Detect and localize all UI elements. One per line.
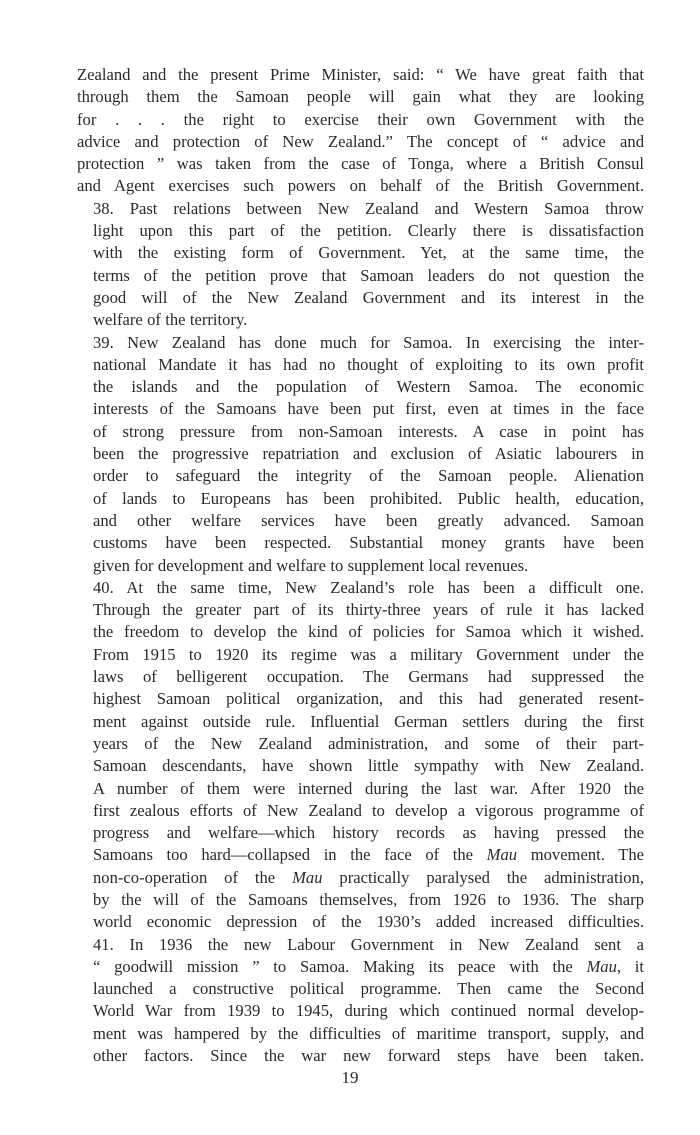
text-body — [77, 64, 644, 1067]
text-line: good will of the New Zealand Government and its interest in the — [93, 287, 644, 307]
text-line: with the existing form of Government. Yet, at the same time, the — [93, 243, 644, 263]
text-line: protection ” was taken from the case of Tonga, where a British Consul — [77, 154, 644, 174]
text-line: order to safeguard the integrity of the Samoan people. Alienation — [93, 466, 644, 486]
page-number: 19 — [341, 1068, 359, 1087]
text-line: light upon this part of the petition. Clearly there is dissatisfaction — [93, 221, 644, 241]
italic-term: Mau — [486, 845, 518, 865]
text-line: national Mandate it has had no thought of exploiting to its own profit — [93, 354, 644, 374]
paragraph-p40 — [77, 577, 644, 934]
text-line: terms of the petition prove that Samoan leaders do not question the — [93, 265, 644, 285]
text-line: From 1915 to 1920 its regime was a military Government under the — [93, 644, 644, 664]
text-line: ment was hampered by the difficulties of maritime transport, supply, and — [93, 1023, 644, 1043]
paragraph-continuation — [77, 64, 644, 198]
text-line: interests of the Samoans have been put first, even at times in the face — [93, 399, 644, 419]
text-line: 38. Past relations between New Zealand and Western Samoa throw — [93, 198, 644, 218]
paragraph-p41 — [77, 934, 644, 1068]
text-line: launched a constructive political programme. Then came the Second — [93, 979, 644, 999]
text-line: Samoans too hard—collapsed in the face of the Mau movement. The — [93, 845, 644, 865]
italic-term: Mau — [292, 867, 323, 887]
text-line: laws of belligerent occupation. The Germans had suppressed the — [93, 667, 644, 687]
text-line: 40. At the same time, New Zealand’s role has been a difficult one. — [93, 577, 644, 597]
document-page — [77, 64, 644, 1067]
text-line: Through the greater part of its thirty-three years of rule it has lacked — [93, 600, 644, 620]
text-line: welfare of the territory. — [93, 310, 248, 330]
text-line: other factors. Since the war new forward steps have been taken. — [93, 1046, 644, 1066]
paragraph-p38 — [77, 198, 644, 332]
text-line: first zealous efforts of New Zealand to develop a vigorous programme of — [93, 800, 644, 820]
text-line: Samoan descendants, have shown little sympathy with New Zealand. — [93, 756, 644, 776]
paragraph-p39 — [77, 332, 644, 577]
text-line: by the will of the Samoans themselves, from 1926 to 1936. The sharp — [93, 889, 644, 909]
text-line: of lands to Europeans has been prohibited. Public health, education, — [93, 488, 644, 508]
italic-term: Mau — [586, 956, 617, 976]
text-line: the islands and the population of Western Samoa. The economic — [93, 377, 644, 397]
text-line: non-co-operation of the Mau practically paralysed the administration, — [93, 867, 644, 887]
text-line: advice and protection of New Zealand.” The concept of “ advice and — [77, 131, 644, 151]
text-line: “ goodwill mission ” to Samoa. Making its peace with the Mau, it — [93, 956, 645, 976]
text-line: of strong pressure from non-Samoan interests. A case in point has — [93, 421, 644, 441]
text-line: and other welfare services have been greatly advanced. Samoan — [93, 510, 644, 530]
text-line: A number of them were interned during the last war. After 1920 the — [93, 778, 644, 798]
text-line: customs have been respected. Substantial money grants have been — [93, 533, 644, 553]
text-line: years of the New Zealand administration, and some of their part- — [93, 733, 644, 753]
text-line: ment against outside rule. Influential German settlers during the first — [93, 711, 644, 731]
text-line: been the progressive repatriation and exclusion of Asiatic labourers in — [93, 444, 644, 464]
text-line: 39. New Zealand has done much for Samoa. In exercising the inter- — [93, 332, 644, 352]
text-line: 41. In 1936 the new Labour Government in New Zealand sent a — [93, 934, 644, 954]
text-line: highest Samoan political organization, and this had generated resent- — [93, 689, 644, 709]
text-line: World War from 1939 to 1945, during which continued normal develop- — [93, 1001, 644, 1021]
text-line: given for development and welfare to supplement local revenues. — [93, 555, 529, 575]
text-line: world economic depression of the 1930’s added increased difficulties. — [93, 912, 644, 932]
text-line: the freedom to develop the kind of policies for Samoa which it wished. — [93, 622, 644, 642]
text-line: for . . . the right to exercise their own Government with the — [77, 109, 644, 129]
text-line: through them the Samoan people will gain what they are looking — [77, 87, 644, 107]
text-line: and Agent exercises such powers on behalf of the British Government. — [77, 176, 644, 196]
text-line: progress and welfare—which history records as having pressed the — [93, 823, 644, 843]
text-line: Zealand and the present Prime Minister, said: “ We have great faith that — [77, 65, 644, 84]
